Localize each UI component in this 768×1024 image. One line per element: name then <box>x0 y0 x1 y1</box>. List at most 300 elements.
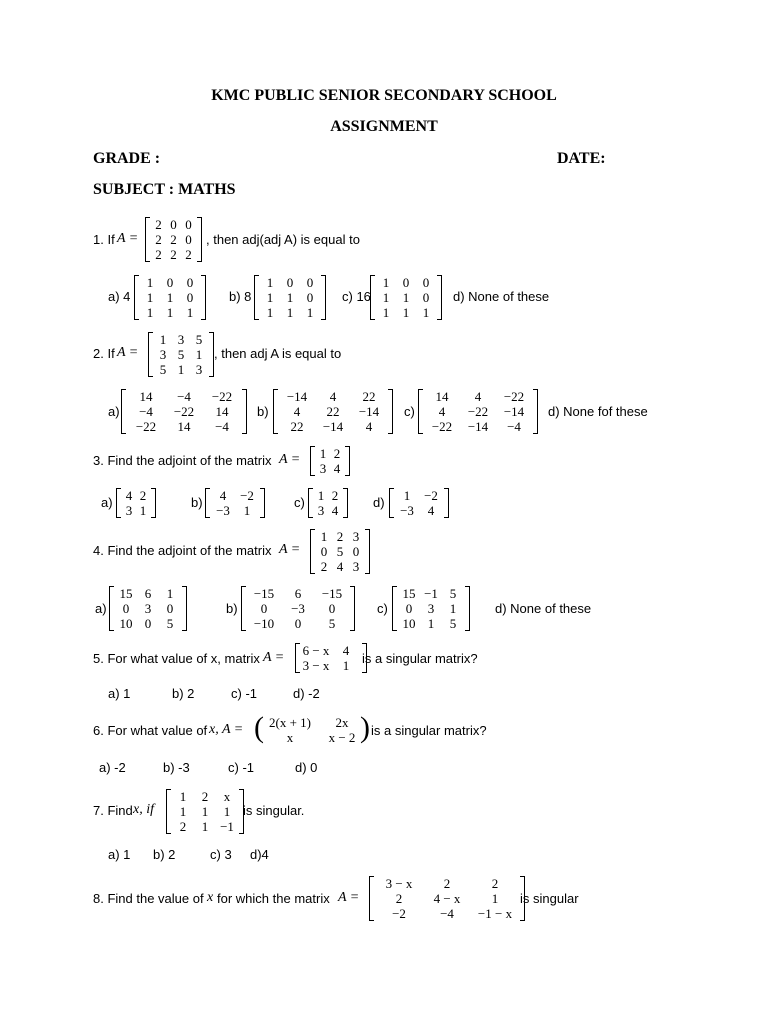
matrix-cell: 1 <box>306 305 314 320</box>
matrix-cell: 1 <box>166 305 174 320</box>
matrix-cell: 4 <box>438 404 446 419</box>
matrix-cell: −22 <box>173 404 195 419</box>
q6-right-paren: ) <box>360 711 370 744</box>
matrix-bracket-left <box>134 275 139 320</box>
matrix-cell: −3 <box>400 503 414 518</box>
q2-matrix <box>148 332 214 377</box>
matrix-cell: 1 <box>319 446 327 461</box>
matrix-cell: 3 − x <box>385 876 413 891</box>
matrix-cell: 1 <box>266 290 274 305</box>
matrix-cell: 14 <box>215 404 229 419</box>
q4-option-c-matrix <box>392 586 470 631</box>
matrix-cell: 1 <box>422 305 430 320</box>
q7-option-a: a) 1 <box>108 847 131 862</box>
matrix-cell: 5 <box>328 616 336 631</box>
matrix-cell: −4 <box>507 419 521 434</box>
matrix-cell: 10 <box>402 616 416 631</box>
matrix-row <box>316 544 364 559</box>
q4-option-a-matrix <box>109 586 187 631</box>
q7-text: 7. Find <box>93 803 133 818</box>
matrix-row <box>115 586 181 601</box>
matrix-cell: 3 <box>352 559 360 574</box>
matrix-cell: 10 <box>119 616 133 631</box>
matrix-cell: 0 <box>320 544 328 559</box>
matrix-cell: 5 <box>166 616 174 631</box>
matrix-row <box>115 616 181 631</box>
q3-option-d-matrix <box>389 488 449 518</box>
matrix-cell: 2x <box>335 715 349 730</box>
matrix-bracket-right <box>437 275 442 320</box>
matrix-row <box>122 488 150 503</box>
matrix-cell: 4 <box>427 503 435 518</box>
q1-option-a-matrix <box>134 275 206 320</box>
matrix-bracket-left <box>310 529 315 574</box>
matrix-row <box>211 488 259 503</box>
q4-option-d: d) None of these <box>495 601 592 616</box>
matrix-cell: 4 <box>219 488 227 503</box>
matrix-cell: 1 <box>402 290 410 305</box>
q6-option-d: d) 0 <box>295 760 318 775</box>
q3-option-c-label: c) <box>294 495 305 510</box>
matrix-cell: 1 <box>195 347 203 362</box>
matrix-row <box>211 503 259 518</box>
matrix-bracket-left <box>148 332 153 377</box>
matrix-cell: 1 <box>166 586 174 601</box>
matrix-cell: 2 <box>395 891 403 906</box>
matrix-cell: 1 <box>146 305 154 320</box>
matrix-cell: 1 <box>146 290 154 305</box>
matrix-row <box>395 488 443 503</box>
q8-matrix <box>369 876 525 921</box>
matrix-cell: 1 <box>382 305 390 320</box>
matrix-row <box>314 488 342 503</box>
matrix-row <box>316 461 344 476</box>
matrix-bracket-right <box>444 488 449 518</box>
matrix-cell: 1 <box>139 503 147 518</box>
q1-option-a-label: a) 4 <box>108 289 131 304</box>
matrix-cell: 1 <box>266 305 274 320</box>
matrix-cell: 2 <box>139 488 147 503</box>
matrix-cell: 0 <box>402 275 410 290</box>
q3-option-a-matrix <box>116 488 156 518</box>
q1-matrix <box>145 217 202 262</box>
matrix-cell: 22 <box>326 404 340 419</box>
q3-option-b-matrix <box>205 488 265 518</box>
matrix-cell: 0 <box>306 290 314 305</box>
matrix-cell: −14 <box>503 404 525 419</box>
matrix-cell: 1 <box>342 658 350 673</box>
matrix-cell: 2 <box>331 488 339 503</box>
matrix-bracket-right <box>465 586 470 631</box>
matrix-cell: 5 <box>159 362 167 377</box>
matrix-bracket-left <box>109 586 114 631</box>
matrix-cell: 2 <box>170 232 177 247</box>
matrix-cell: 2 <box>443 876 451 891</box>
q8-text: 8. Find the value of <box>93 891 204 906</box>
matrix-cell: 4 <box>336 559 344 574</box>
matrix-cell: 22 <box>362 389 376 404</box>
matrix-row <box>424 419 532 434</box>
matrix-cell: 4 <box>342 643 350 658</box>
matrix-bracket-left <box>295 643 300 673</box>
matrix-cell: 1 <box>201 819 209 834</box>
matrix-row <box>115 601 181 616</box>
matrix-cell: 3 − x <box>302 658 330 673</box>
matrix-cell: 1 <box>179 804 187 819</box>
matrix-cell: 1 <box>243 503 251 518</box>
q2-option-a-matrix <box>121 389 247 434</box>
q8-var: x <box>207 890 214 905</box>
matrix-cell: −2 <box>424 488 438 503</box>
matrix-row <box>301 643 361 658</box>
q2-option-c-label: c) <box>404 404 415 419</box>
matrix-cell: 1 <box>177 362 185 377</box>
q4-option-c-label: c) <box>377 601 388 616</box>
matrix-cell: 2 <box>336 529 344 544</box>
matrix-row <box>260 290 320 305</box>
q7-option-c: c) 3 <box>210 847 232 862</box>
matrix-row <box>398 586 464 601</box>
matrix-row <box>314 503 342 518</box>
q7-matrix <box>166 789 244 834</box>
q4-var: A = <box>279 542 301 557</box>
matrix-cell: −3 <box>216 503 230 518</box>
matrix-cell: 1 <box>402 305 410 320</box>
matrix-bracket-left <box>241 586 246 631</box>
matrix-row <box>376 305 436 320</box>
q4-option-b-label: b) <box>226 601 238 616</box>
matrix-cell: 22 <box>290 419 304 434</box>
q4-text: 4. Find the adjoint of the matrix <box>93 543 272 558</box>
q6-suffix: is a singular matrix? <box>371 723 487 738</box>
matrix-bracket-right <box>151 488 156 518</box>
matrix-row <box>122 503 150 518</box>
matrix-cell: x − 2 <box>328 730 356 745</box>
q8-var2: A = <box>338 890 360 905</box>
matrix-row <box>264 715 368 730</box>
matrix-bracket-left <box>121 389 126 434</box>
matrix-cell: 0 <box>185 232 192 247</box>
q5-option-d: d) -2 <box>293 686 320 701</box>
matrix-bracket-right <box>533 389 538 434</box>
matrix-cell: 6 − x <box>302 643 330 658</box>
matrix-cell: 0 <box>186 275 194 290</box>
q1-option-b-matrix <box>254 275 326 320</box>
matrix-cell: 0 <box>286 275 294 290</box>
matrix-cell: 1 <box>266 275 274 290</box>
matrix-cell: 3 <box>319 461 327 476</box>
matrix-cell: 2 <box>320 559 328 574</box>
q7-option-d: d)4 <box>250 847 269 862</box>
matrix-cell: 0 <box>144 616 152 631</box>
matrix-row <box>247 601 349 616</box>
matrix-cell: 0 <box>122 601 130 616</box>
matrix-row <box>264 730 368 745</box>
matrix-row <box>375 876 519 891</box>
matrix-cell: 1 <box>201 804 209 819</box>
matrix-cell: 5 <box>195 332 203 347</box>
q2-option-c-matrix <box>418 389 538 434</box>
matrix-bracket-right <box>388 389 393 434</box>
matrix-cell: 5 <box>449 586 457 601</box>
q6-matrix <box>258 711 374 745</box>
q2-option-b-matrix <box>273 389 393 434</box>
q6-left-paren: ( <box>254 711 264 744</box>
matrix-cell: −14 <box>358 404 380 419</box>
q8-text2: for which the matrix <box>217 891 330 906</box>
matrix-row <box>154 362 208 377</box>
matrix-cell: −22 <box>211 389 233 404</box>
q3-text: 3. Find the adjoint of the matrix <box>93 453 272 468</box>
matrix-cell: 0 <box>328 601 336 616</box>
q7-option-b: b) 2 <box>153 847 176 862</box>
q4-option-b-matrix <box>241 586 355 631</box>
matrix-row <box>260 305 320 320</box>
matrix-cell: 3 <box>144 601 152 616</box>
q5-suffix: is a singular matrix? <box>362 651 478 666</box>
matrix-cell: 3 <box>195 362 203 377</box>
q2-var: A = <box>117 345 139 360</box>
matrix-bracket-left <box>116 488 121 518</box>
q3-option-b-label: b) <box>191 495 203 510</box>
matrix-cell: 2 <box>201 789 209 804</box>
matrix-row <box>151 247 196 262</box>
matrix-cell: 4 <box>365 419 373 434</box>
matrix-cell: 5 <box>336 544 344 559</box>
q1-prefix: 1. If <box>93 232 115 247</box>
matrix-cell: 4 <box>331 503 339 518</box>
matrix-cell: 14 <box>435 389 449 404</box>
matrix-row <box>279 419 387 434</box>
matrix-cell: 2 <box>155 217 162 232</box>
matrix-bracket-left <box>205 488 210 518</box>
matrix-cell: 0 <box>170 217 177 232</box>
matrix-cell: 15 <box>119 586 133 601</box>
matrix-bracket-right <box>350 586 355 631</box>
matrix-cell: 1 <box>449 601 457 616</box>
matrix-cell: 1 <box>320 529 328 544</box>
q2-option-d: d) None fof these <box>548 404 648 419</box>
matrix-cell: 2 <box>170 247 177 262</box>
matrix-cell: 3 <box>352 529 360 544</box>
matrix-cell: 3 <box>317 503 325 518</box>
matrix-cell: 1 <box>427 616 435 631</box>
matrix-cell: −22 <box>503 389 525 404</box>
matrix-row <box>154 347 208 362</box>
matrix-cell: 4 − x <box>433 891 461 906</box>
matrix-bracket-right <box>242 389 247 434</box>
matrix-cell: −10 <box>253 616 275 631</box>
matrix-cell: 3 <box>177 332 185 347</box>
matrix-cell: 0 <box>405 601 413 616</box>
matrix-row <box>247 616 349 631</box>
matrix-row <box>172 789 238 804</box>
matrix-cell: 2 <box>155 232 162 247</box>
date-label: DATE: <box>557 150 606 167</box>
matrix-cell: −4 <box>440 906 454 921</box>
subject-label: SUBJECT : MATHS <box>93 181 236 198</box>
matrix-row <box>316 529 364 544</box>
matrix-cell: 6 <box>144 586 152 601</box>
matrix-row <box>127 389 241 404</box>
matrix-cell: 0 <box>294 616 302 631</box>
matrix-cell: x <box>223 789 231 804</box>
matrix-cell: −1 <box>220 819 234 834</box>
matrix-cell: −4 <box>139 404 153 419</box>
q8-suffix: is singular <box>520 891 579 906</box>
q5-text: 5. For what value of x, matrix <box>93 651 260 666</box>
matrix-cell: −14 <box>467 419 489 434</box>
matrix-cell: 0 <box>422 290 430 305</box>
matrix-cell: 0 <box>422 275 430 290</box>
matrix-bracket-left <box>254 275 259 320</box>
matrix-row <box>375 906 519 921</box>
q5-var: A = <box>263 650 285 665</box>
matrix-cell: 4 <box>329 389 337 404</box>
matrix-bracket-right <box>201 275 206 320</box>
matrix-bracket-left <box>166 789 171 834</box>
matrix-row <box>172 804 238 819</box>
matrix-cell: 2 <box>333 446 341 461</box>
matrix-row <box>140 290 200 305</box>
q5-matrix <box>295 643 367 673</box>
matrix-bracket-right <box>197 217 202 262</box>
q1-option-c-matrix <box>370 275 442 320</box>
matrix-cell: 3 <box>427 601 435 616</box>
matrix-row <box>316 446 344 461</box>
q4-matrix <box>310 529 370 574</box>
matrix-row <box>398 601 464 616</box>
matrix-cell: −4 <box>215 419 229 434</box>
matrix-cell: 2 <box>179 819 187 834</box>
matrix-cell: 14 <box>139 389 153 404</box>
matrix-bracket-right <box>321 275 326 320</box>
matrix-cell: 2 <box>185 247 192 262</box>
q6-option-c: c) -1 <box>228 760 254 775</box>
matrix-cell: 0 <box>166 601 174 616</box>
matrix-cell: 5 <box>177 347 185 362</box>
matrix-bracket-right <box>182 586 187 631</box>
matrix-cell: 15 <box>402 586 416 601</box>
q7-suffix: is singular. <box>243 803 305 818</box>
matrix-cell: 5 <box>449 616 457 631</box>
matrix-row <box>172 819 238 834</box>
matrix-bracket-left <box>369 876 374 921</box>
matrix-cell: 1 <box>166 290 174 305</box>
q2-option-a-label: a) <box>108 404 120 419</box>
q6-option-a: a) -2 <box>99 760 126 775</box>
matrix-row <box>376 290 436 305</box>
matrix-bracket-left <box>273 389 278 434</box>
matrix-cell: 2 <box>491 876 499 891</box>
matrix-cell: −2 <box>240 488 254 503</box>
q5-option-b: b) 2 <box>172 686 195 701</box>
matrix-cell: 4 <box>125 488 133 503</box>
matrix-cell: 1 <box>179 789 187 804</box>
matrix-cell: x <box>286 730 294 745</box>
matrix-cell: 4 <box>293 404 301 419</box>
matrix-row <box>316 559 364 574</box>
matrix-cell: 1 <box>382 290 390 305</box>
matrix-cell: 0 <box>260 601 268 616</box>
matrix-cell: 1 <box>286 305 294 320</box>
matrix-cell: 0 <box>306 275 314 290</box>
matrix-cell: 4 <box>474 389 482 404</box>
matrix-row <box>260 275 320 290</box>
matrix-cell: 1 <box>403 488 411 503</box>
matrix-cell: 0 <box>186 290 194 305</box>
matrix-bracket-left <box>389 488 394 518</box>
matrix-cell: 1 <box>317 488 325 503</box>
q3-matrix <box>310 446 350 476</box>
q2-option-b-label: b) <box>257 404 269 419</box>
q3-option-a-label: a) <box>101 495 113 510</box>
q2-suffix: , then adj A is equal to <box>214 346 342 361</box>
matrix-cell: 0 <box>185 217 192 232</box>
matrix-row <box>140 275 200 290</box>
q5-option-a: a) 1 <box>108 686 131 701</box>
matrix-cell: −22 <box>431 419 453 434</box>
q3-option-d-label: d) <box>373 495 385 510</box>
matrix-row <box>279 404 387 419</box>
matrix-cell: 3 <box>159 347 167 362</box>
matrix-cell: 1 <box>286 290 294 305</box>
matrix-bracket-left <box>310 446 315 476</box>
q1-var: A = <box>117 231 139 246</box>
matrix-row <box>151 217 196 232</box>
q1-suffix: , then adj(adj A) is equal to <box>206 232 360 247</box>
matrix-row <box>247 586 349 601</box>
matrix-cell: 4 <box>333 461 341 476</box>
matrix-cell: 1 <box>146 275 154 290</box>
matrix-cell: −15 <box>253 586 275 601</box>
matrix-cell: −1 <box>424 586 438 601</box>
matrix-cell: 1 <box>382 275 390 290</box>
matrix-bracket-left <box>370 275 375 320</box>
matrix-row <box>279 389 387 404</box>
matrix-cell: 3 <box>125 503 133 518</box>
matrix-row <box>424 404 532 419</box>
q1-option-c-label: c) 16 <box>342 289 371 304</box>
matrix-row <box>301 658 361 673</box>
q2-prefix: 2. If <box>93 346 115 361</box>
matrix-cell: −22 <box>135 419 157 434</box>
matrix-cell: −15 <box>321 586 343 601</box>
matrix-cell: −14 <box>286 389 308 404</box>
q6-option-b: b) -3 <box>163 760 190 775</box>
matrix-bracket-left <box>145 217 150 262</box>
matrix-cell: 1 <box>186 305 194 320</box>
matrix-row <box>375 891 519 906</box>
matrix-cell: 1 <box>223 804 231 819</box>
matrix-cell: 6 <box>294 586 302 601</box>
matrix-cell: 1 <box>159 332 167 347</box>
q1-option-b-label: b) 8 <box>229 289 252 304</box>
matrix-bracket-left <box>392 586 397 631</box>
matrix-row <box>376 275 436 290</box>
matrix-cell: −14 <box>322 419 344 434</box>
q6-text: 6. For what value of <box>93 723 208 738</box>
matrix-row <box>398 616 464 631</box>
q6-var: x, A = <box>209 722 244 737</box>
matrix-cell: 0 <box>352 544 360 559</box>
matrix-bracket-right <box>343 488 348 518</box>
matrix-cell: −2 <box>392 906 406 921</box>
school-name: KMC PUBLIC SENIOR SECONDARY SCHOOL <box>211 87 557 104</box>
matrix-bracket-right <box>260 488 265 518</box>
matrix-cell: 1 <box>491 891 499 906</box>
q3-var: A = <box>279 452 301 467</box>
